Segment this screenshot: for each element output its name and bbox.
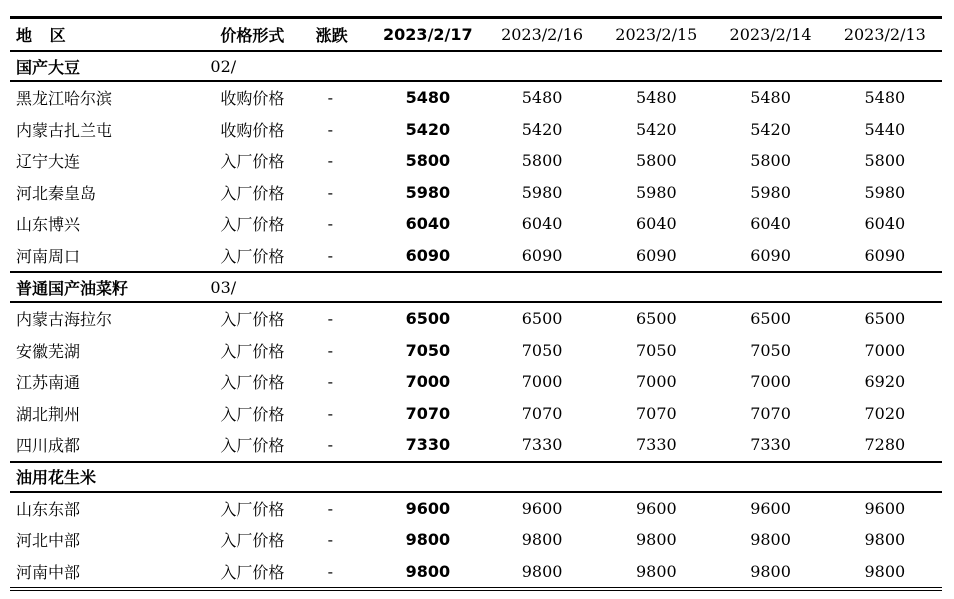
row-region: 山东东部: [16, 499, 81, 519]
table-header: [10, 18, 942, 52]
table-row: [10, 302, 942, 335]
row-price: 7070: [635, 403, 677, 423]
row-change: -: [327, 151, 334, 171]
row-price: 6500: [521, 309, 563, 329]
row-price: 5800: [750, 151, 791, 171]
row-region: 河南中部: [16, 562, 81, 582]
row-price-type: 入厂价格: [220, 341, 285, 361]
row-price-current: 7000: [405, 372, 451, 392]
row-price: 7070: [521, 403, 563, 423]
row-price-type: 入厂价格: [220, 246, 285, 266]
row-price: 5420: [750, 119, 791, 139]
row-price-current: 7330: [405, 435, 451, 455]
group-code: [205, 462, 942, 492]
header-date-current: 2023/2/17: [383, 25, 473, 44]
row-change: -: [327, 340, 334, 360]
row-price: 7330: [750, 435, 791, 455]
table-row: [10, 240, 942, 273]
price-table: [10, 16, 942, 591]
group-name: 普通国产油菜籽: [16, 278, 129, 298]
row-price: 7020: [864, 403, 906, 423]
row-price: 6500: [635, 309, 677, 329]
row-change: -: [327, 561, 334, 581]
row-price: 6090: [635, 245, 677, 265]
table-row: [10, 556, 942, 590]
row-price: 6500: [864, 309, 906, 329]
row-price-type: 入厂价格: [220, 531, 285, 551]
row-price: 6920: [864, 372, 906, 392]
header-price-type: 价格形式: [220, 26, 285, 45]
row-price: 5800: [521, 151, 563, 171]
row-price: 7330: [521, 435, 563, 455]
group-name: 国产大豆: [16, 57, 81, 77]
group-header-row: [10, 272, 942, 302]
table-row: [10, 81, 942, 114]
row-region: 内蒙古扎兰屯: [16, 120, 113, 140]
table-group: [10, 51, 942, 272]
row-price: 7280: [864, 435, 906, 455]
row-price: 5480: [635, 88, 677, 108]
row-price-current: 6500: [405, 309, 451, 329]
row-price: 9600: [864, 498, 906, 518]
row-price-current: 9800: [405, 530, 451, 550]
row-price: 9800: [750, 561, 791, 581]
row-price: 9600: [635, 498, 677, 518]
row-region: 江苏南通: [16, 373, 81, 393]
row-price: 7000: [864, 340, 906, 360]
header-change: 涨跌: [315, 26, 348, 45]
header-date: 2023/2/15: [615, 25, 698, 44]
row-price: 6040: [635, 214, 677, 234]
row-price: 5800: [864, 151, 906, 171]
row-region: 内蒙古海拉尔: [16, 310, 113, 330]
table-row: [10, 492, 942, 525]
price-table-sheet: [10, 16, 942, 591]
row-region: 山东博兴: [16, 215, 81, 235]
row-change: -: [327, 214, 334, 234]
table-group: [10, 272, 942, 462]
row-price: 5480: [750, 88, 791, 108]
row-price: 6090: [521, 245, 563, 265]
row-price-type: 入厂价格: [220, 436, 285, 456]
table-row: [10, 524, 942, 556]
table-row: [10, 429, 942, 462]
row-region: 湖北荆州: [16, 404, 81, 424]
row-price-type: 入厂价格: [220, 562, 285, 582]
row-price: 5480: [521, 88, 563, 108]
header-date: 2023/2/13: [843, 25, 926, 44]
header-date: 2023/2/14: [729, 25, 812, 44]
row-price-current: 9800: [405, 561, 451, 581]
row-region: 河北中部: [16, 531, 81, 551]
row-price-type: 入厂价格: [220, 310, 285, 330]
row-price: 7050: [521, 340, 563, 360]
row-region: 安徽芜湖: [16, 341, 81, 361]
row-region: 四川成都: [16, 436, 81, 456]
table-row: [10, 398, 942, 430]
row-change: -: [327, 530, 334, 550]
row-price-current: 9600: [405, 498, 451, 518]
row-change: -: [327, 88, 334, 108]
row-price: 6040: [864, 214, 906, 234]
row-price-type: 入厂价格: [220, 499, 285, 519]
row-price: 7330: [635, 435, 677, 455]
row-price-type: 入厂价格: [220, 215, 285, 235]
row-price: 7050: [635, 340, 677, 360]
row-price: 7070: [750, 403, 791, 423]
row-price: 6040: [521, 214, 563, 234]
row-price-current: 5480: [405, 88, 451, 108]
row-price-type: 收购价格: [220, 89, 285, 109]
table-group: [10, 462, 942, 590]
row-price: 7000: [521, 372, 563, 392]
row-price: 5980: [521, 182, 563, 202]
row-price: 6040: [750, 214, 791, 234]
row-price: 7050: [750, 340, 791, 360]
row-price: 6500: [750, 309, 791, 329]
row-change: -: [327, 435, 334, 455]
row-price: 5420: [521, 119, 563, 139]
row-price-current: 6090: [405, 245, 451, 265]
row-price-current: 7070: [405, 403, 451, 423]
group-header-row: [10, 462, 942, 492]
row-price: 7000: [635, 372, 677, 392]
table-row: [10, 335, 942, 367]
table-row: [10, 208, 942, 240]
group-name: 油用花生米: [16, 468, 97, 487]
row-price: 9800: [750, 530, 791, 550]
row-change: -: [327, 372, 334, 392]
row-price-type: 收购价格: [220, 120, 285, 140]
row-price: 5980: [864, 182, 906, 202]
row-price: 9800: [521, 561, 563, 581]
row-price-current: 5800: [405, 151, 451, 171]
row-price: 5980: [750, 182, 791, 202]
row-price-type: 入厂价格: [220, 373, 285, 393]
table-row: [10, 177, 942, 209]
table-row: [10, 145, 942, 177]
row-price: 5800: [635, 151, 677, 171]
row-price-current: 5980: [405, 182, 451, 202]
row-price: 9600: [521, 498, 563, 518]
group-code: 03/: [210, 277, 237, 297]
row-price: 9800: [521, 530, 563, 550]
row-price-current: 6040: [405, 214, 451, 234]
header-row: [10, 18, 942, 52]
row-price: 6090: [750, 245, 791, 265]
row-price-type: 入厂价格: [220, 152, 285, 172]
row-price: 9600: [750, 498, 791, 518]
row-region: 辽宁大连: [16, 152, 81, 172]
row-change: -: [327, 309, 334, 329]
row-region: 河北秦皇岛: [16, 183, 97, 203]
row-region: 黑龙江哈尔滨: [16, 89, 113, 109]
row-change: -: [327, 245, 334, 265]
row-price: 9800: [635, 561, 677, 581]
group-header-row: [10, 51, 942, 81]
row-price: 6090: [864, 245, 906, 265]
table-row: [10, 366, 942, 398]
row-price-current: 5420: [405, 119, 451, 139]
row-change: -: [327, 119, 334, 139]
row-price: 9800: [864, 530, 906, 550]
row-region: 河南周口: [16, 246, 81, 266]
table-row: [10, 114, 942, 146]
header-date: 2023/2/16: [501, 25, 584, 44]
row-price: 9800: [635, 530, 677, 550]
row-price: 5980: [635, 182, 677, 202]
row-change: -: [327, 182, 334, 202]
row-price: 5420: [635, 119, 677, 139]
row-price-current: 7050: [405, 340, 451, 360]
row-change: -: [327, 498, 334, 518]
header-region: 地 区: [16, 26, 72, 45]
row-price-type: 入厂价格: [220, 183, 285, 203]
row-price: 5480: [864, 88, 906, 108]
row-price-type: 入厂价格: [220, 404, 285, 424]
group-code: 02/: [210, 56, 237, 76]
row-price: 5440: [864, 119, 906, 139]
row-change: -: [327, 403, 334, 423]
row-price: 9800: [864, 561, 906, 581]
row-price: 7000: [750, 372, 791, 392]
